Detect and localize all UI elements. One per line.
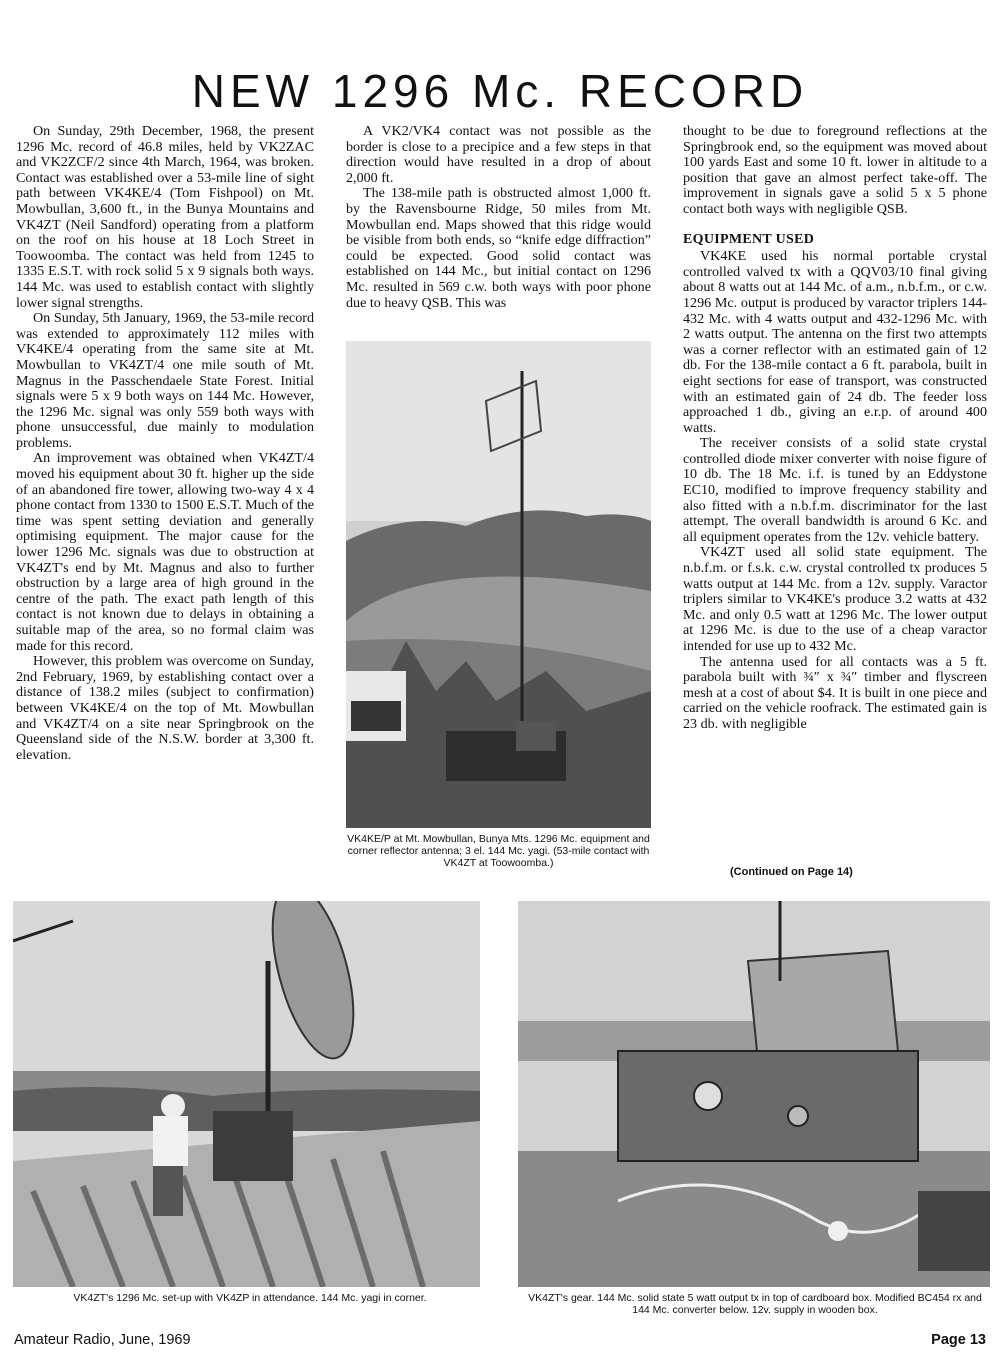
article-column-2 bbox=[346, 124, 651, 328]
paragraph: On Sunday, 5th January, 1969, the 53-mile record was extended to approximately 112 miles with VK4KE/4 operating from the same site at Mt. Mowbullan to VK4ZT/4 one mile south of Mt. Magnus in the Passchendaele State Forest. Initial signals were 5 x 9 both ways on 144 Mc. However, the 1296 Mc. signal was only 559 both ways with phone unsuccessful, due mainly to modulation problems. bbox=[16, 310, 314, 451]
paragraph: However, this problem was overcome on Sunday, 2nd February, 1969, by establishing contact over a distance of 138.2 miles (subject to confirmation) between VK4KE/4 on the top of Mt. Mowbullan and VK4ZT/4 on a site near Springbrook on the Queensland side of the N.S.W. border at 3,300 ft. elevation. bbox=[16, 653, 314, 763]
section-heading: EQUIPMENT USED bbox=[683, 231, 815, 247]
photo-caption: VK4KE/P at Mt. Mowbullan, Bunya Mts. 1296 Mc. equipment and corner reflector antenna; 3 el. 144 Mc. yagi. (53-mile contact with VK4ZT at Toowoomba.) bbox=[347, 833, 650, 869]
photo-equipment bbox=[518, 901, 990, 1287]
paragraph: VK4KE used his normal portable crystal controlled valved tx with a QQV03/10 final giving about 8 watts out at 144 Mc. of a.m., n.b.f.m., or c.w. 1296 Mc. output is produced by varactor triplers 144-432 Mc. with 4 watts output and 432-1296 Mc. with 2 watts output. The antenna on the first two attempts was a corner reflector with an estimated gain of 12 db. For the 138-mile contact a 6 ft. parabola, built in eight sections for ease of transport, was constructed with an estimated gain of 24 db. The feeder loss approached 1 db., giving an e.r.p. of around 400 watts. bbox=[683, 248, 987, 436]
article-column-3 bbox=[683, 124, 987, 733]
photo-caption: VK4ZT's gear. 144 Mc. solid state 5 watt output tx in top of cardboard box. Modified BC454 rx and 144 Mc. converter below. 12v. supply in wooden box. bbox=[528, 1292, 982, 1316]
paragraph: VK4ZT used all solid state equipment. The n.b.f.m. or f.s.k. c.w. crystal controlled tx produces 5 watts output at 144 Mc. from a 12v. supply. Varactor triplers similar to VK4KE's produce 3.2 watts at 432 Mc. and only 0.5 watt at 1296 Mc. The lower output at 1296 Mc. is due to the use of a cheap varactor intended for use up to 432 Mc. bbox=[683, 544, 987, 654]
paragraph: thought to be due to foreground reflections at the Springbrook end, so the equipment was moved about 100 yards East and some 10 ft. lower in altitude to a position that gave an almost perfect take-off. The improvement in signals gave a solid 5 x 5 phone contact both ways with negligible QSB. bbox=[683, 123, 987, 217]
paragraph: The receiver consists of a solid state crystal controlled diode mixer converter with noise figure of 10 db. The 18 Mc. i.f. is tuned by an Eddystone EC10, modified to improve frequency stability and also fitted with a n.b.f.m. discriminator for the last attempt. The overall bandwidth is around 6 Kc. and all equipment operates from the 12v. vehicle battery. bbox=[683, 435, 987, 545]
paragraph: The antenna used for all contacts was a 5 ft. parabola built with ¾″ x ¾″ timber and flyscreen mesh at a cost of about $4. It is built in one piece and carried on the vehicle roofrack. The estimated gain is 23 db. with negligible bbox=[683, 653, 987, 732]
page-title: NEW 1296 Mc. RECORD bbox=[191, 65, 809, 117]
footer-page-number: Page 13 bbox=[931, 1332, 986, 1348]
photo-roof-parabola bbox=[13, 901, 480, 1287]
article-column-1 bbox=[16, 124, 314, 763]
photo-mountain-antenna bbox=[346, 341, 651, 828]
paragraph: An improvement was obtained when VK4ZT/4 moved his equipment about 30 ft. higher up the side of an abandoned fire tower, allowing two-way 4 x 4 phone contact from 1330 to 1500 E.S.T. Much of the time was spent setting deviation and generally optimising equipment. The major cause for the lower 1296 Mc. signals was due to obstruction at VK4ZT's end by Mt. Magnus and also to further obstruction by a large area of high ground in the centre of the path. The exact path length of this contact is not known due to delays in obtaining a suitable map of the area, so no formal claim was made for this record. bbox=[16, 450, 314, 654]
paragraph: The 138-mile path is obstructed almost 1,000 ft. by the Ravensbourne Ridge, 50 miles from Mt. Mowbullan end. Maps showed that this ridge would be visible from both ends, so “knife edge diffraction” could be expected. Good solid contact was established on 144 Mc., but initial contact on 1296 Mc. resulted in 569 c.w. both ways with poor phone due to heavy QSB. This was bbox=[346, 185, 651, 311]
paragraph: On Sunday, 29th December, 1968, the present 1296 Mc. record of 46.8 miles, held by VK2ZAC and VK2ZCF/2 since 4th March, 1964, was broken. Contact was established over a 53-mile line of sight path between VK4KE/4 (Tom Fishpool) on Mt. Mowbullan, 3,600 ft., in the Bunya Mountains and VK4ZT (Neil Sandford) operating from a platform on the roof on his house at 18 Loch Street in Toowoomba. The contact was held from 1245 to 1335 E.S.T. with rock solid 5 x 9 signals both ways. 144 Mc. was used to establish contact with slightly lower signal strengths. bbox=[16, 123, 314, 311]
continued-note: (Continued on Page 14) bbox=[730, 866, 853, 878]
paragraph: A VK2/VK4 contact was not possible as the border is close to a precipice and a few steps in that direction would have resulted in a drop of about 2,000 ft. bbox=[346, 124, 651, 186]
footer-publication: Amateur Radio, June, 1969 bbox=[14, 1332, 191, 1348]
photo-caption: VK4ZT's 1296 Mc. set-up with VK4ZP in attendance. 144 Mc. yagi in corner. bbox=[73, 1292, 427, 1304]
